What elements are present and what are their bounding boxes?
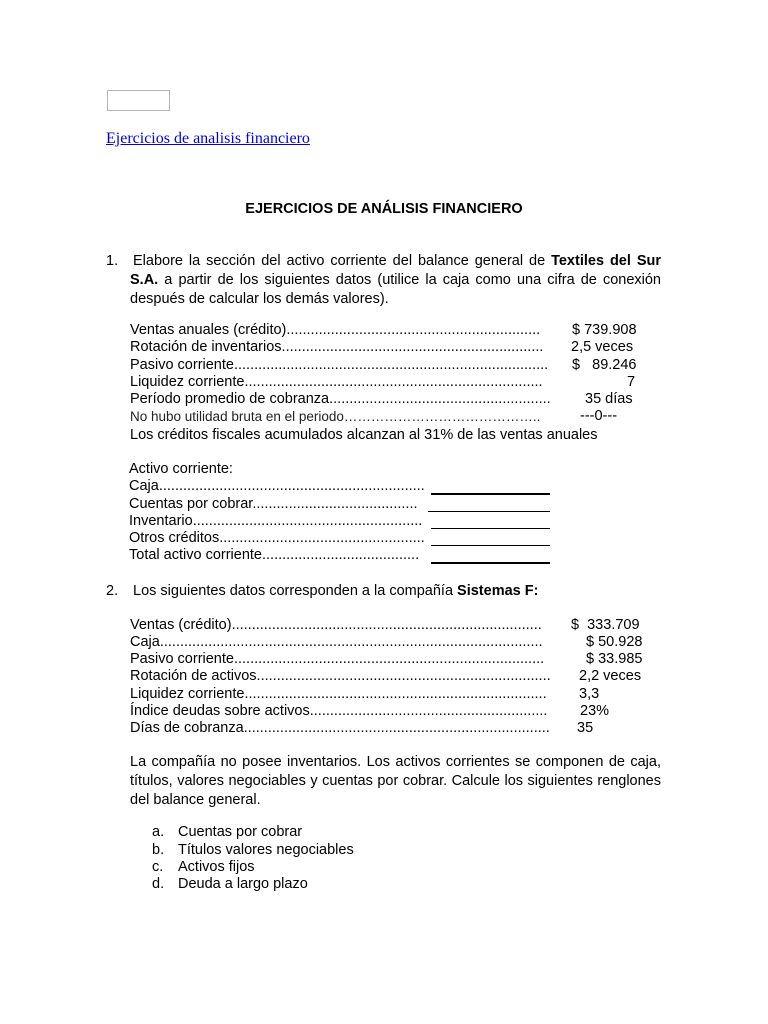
data-value: 23%	[580, 703, 610, 719]
list-item: Cuentas por cobrar	[178, 824, 303, 840]
data-row: Ventas anuales (crédito)...............................................................	[130, 322, 541, 338]
data-value: $ 89.246	[572, 357, 637, 373]
data-value: ---0---	[580, 408, 618, 424]
exercise-2-paragraph: La compañía no posee inventarios. Los activos corrientes se componen de caja, títulos, valores negociables y cuentas por cobrar. Calcule los siguientes renglones del balance general.	[130, 754, 661, 808]
section-title: Activo corriente:	[129, 461, 233, 477]
form-row: Total activo corriente.......................................	[129, 547, 420, 563]
data-row: Rotación de activos.........................................................................	[130, 668, 551, 684]
company-name-1: Textiles del Sur S.A.	[130, 253, 661, 288]
document-title-link[interactable]: Ejercicios de analisis financiero	[106, 130, 310, 147]
data-value: 2,2 veces	[579, 668, 642, 684]
data-row: Rotación de inventarios.................................................................	[130, 339, 544, 355]
data-value: $ 739.908	[572, 322, 637, 338]
form-row: Inventario.........................................................	[129, 513, 423, 529]
list-item-marker: b.	[152, 842, 165, 858]
data-row: Índice deudas sobre activos...........................................................	[130, 703, 548, 719]
answer-line[interactable]	[431, 528, 550, 529]
data-row: Pasivo corriente..............................................................................	[130, 357, 549, 373]
data-value: 35 días	[585, 391, 633, 407]
exercise-1-text	[130, 252, 661, 309]
page-title: EJERCICIOS DE ANÁLISIS FINANCIERO	[245, 201, 523, 217]
data-value: 35	[577, 720, 594, 736]
answer-line[interactable]	[428, 511, 550, 512]
data-row: Liquidez corriente..........................................................................	[130, 374, 543, 390]
data-row: Ventas (crédito).............................................................................	[130, 617, 542, 633]
company-name-2: Sistemas F:	[457, 583, 539, 599]
search-input[interactable]	[107, 90, 170, 111]
data-value: $ 333.709	[571, 617, 640, 633]
data-value: 7	[627, 374, 636, 390]
data-row: Caja...............................................................................................	[130, 634, 543, 650]
list-item: Títulos valores negociables	[178, 842, 354, 858]
list-item-marker: a.	[152, 824, 165, 840]
data-value: $ 33.985	[586, 651, 643, 667]
answer-line[interactable]	[431, 493, 550, 495]
exercise-1-number: 1.	[106, 253, 119, 269]
data-row: No hubo utilidad bruta en el periodo……………………………………..	[130, 409, 541, 424]
data-value: $ 50.928	[586, 634, 643, 650]
list-item-marker: d.	[152, 876, 165, 892]
exercise-2-text-a: Los siguientes datos corresponden a la compañía	[133, 583, 458, 599]
list-item: Deuda a largo plazo	[178, 876, 308, 892]
list-item: Activos fijos	[178, 859, 255, 875]
exercise-2-text	[133, 582, 538, 601]
answer-line[interactable]	[431, 545, 550, 546]
data-row: Liquidez corriente...........................................................................	[130, 686, 547, 702]
exercise-1-text-a: Elabore la sección del activo corriente del balance general de	[133, 253, 552, 269]
data-row: Período promedio de cobranza.......................................................	[130, 391, 551, 407]
form-row: Otros créditos...................................................	[129, 530, 425, 546]
data-value: 3,3	[579, 686, 600, 702]
form-row: Caja..................................................................	[129, 478, 425, 494]
data-value: 2,5 veces	[571, 339, 634, 355]
data-row: Pasivo corriente.............................................................................	[130, 651, 545, 667]
list-item-marker: c.	[152, 859, 164, 875]
data-row: Días de cobranza............................................................................	[130, 720, 550, 736]
note: Los créditos fiscales acumulados alcanzan al 31% de las ventas anuales	[130, 427, 598, 443]
exercise-1-text-b: a partir de los siguientes datos (utilice la caja como una cifra de conexión después de calcular los demás valores).	[130, 272, 661, 307]
form-row: Cuentas por cobrar.........................................	[129, 496, 418, 512]
exercise-2-number: 2.	[106, 583, 119, 599]
answer-line[interactable]	[431, 562, 550, 564]
